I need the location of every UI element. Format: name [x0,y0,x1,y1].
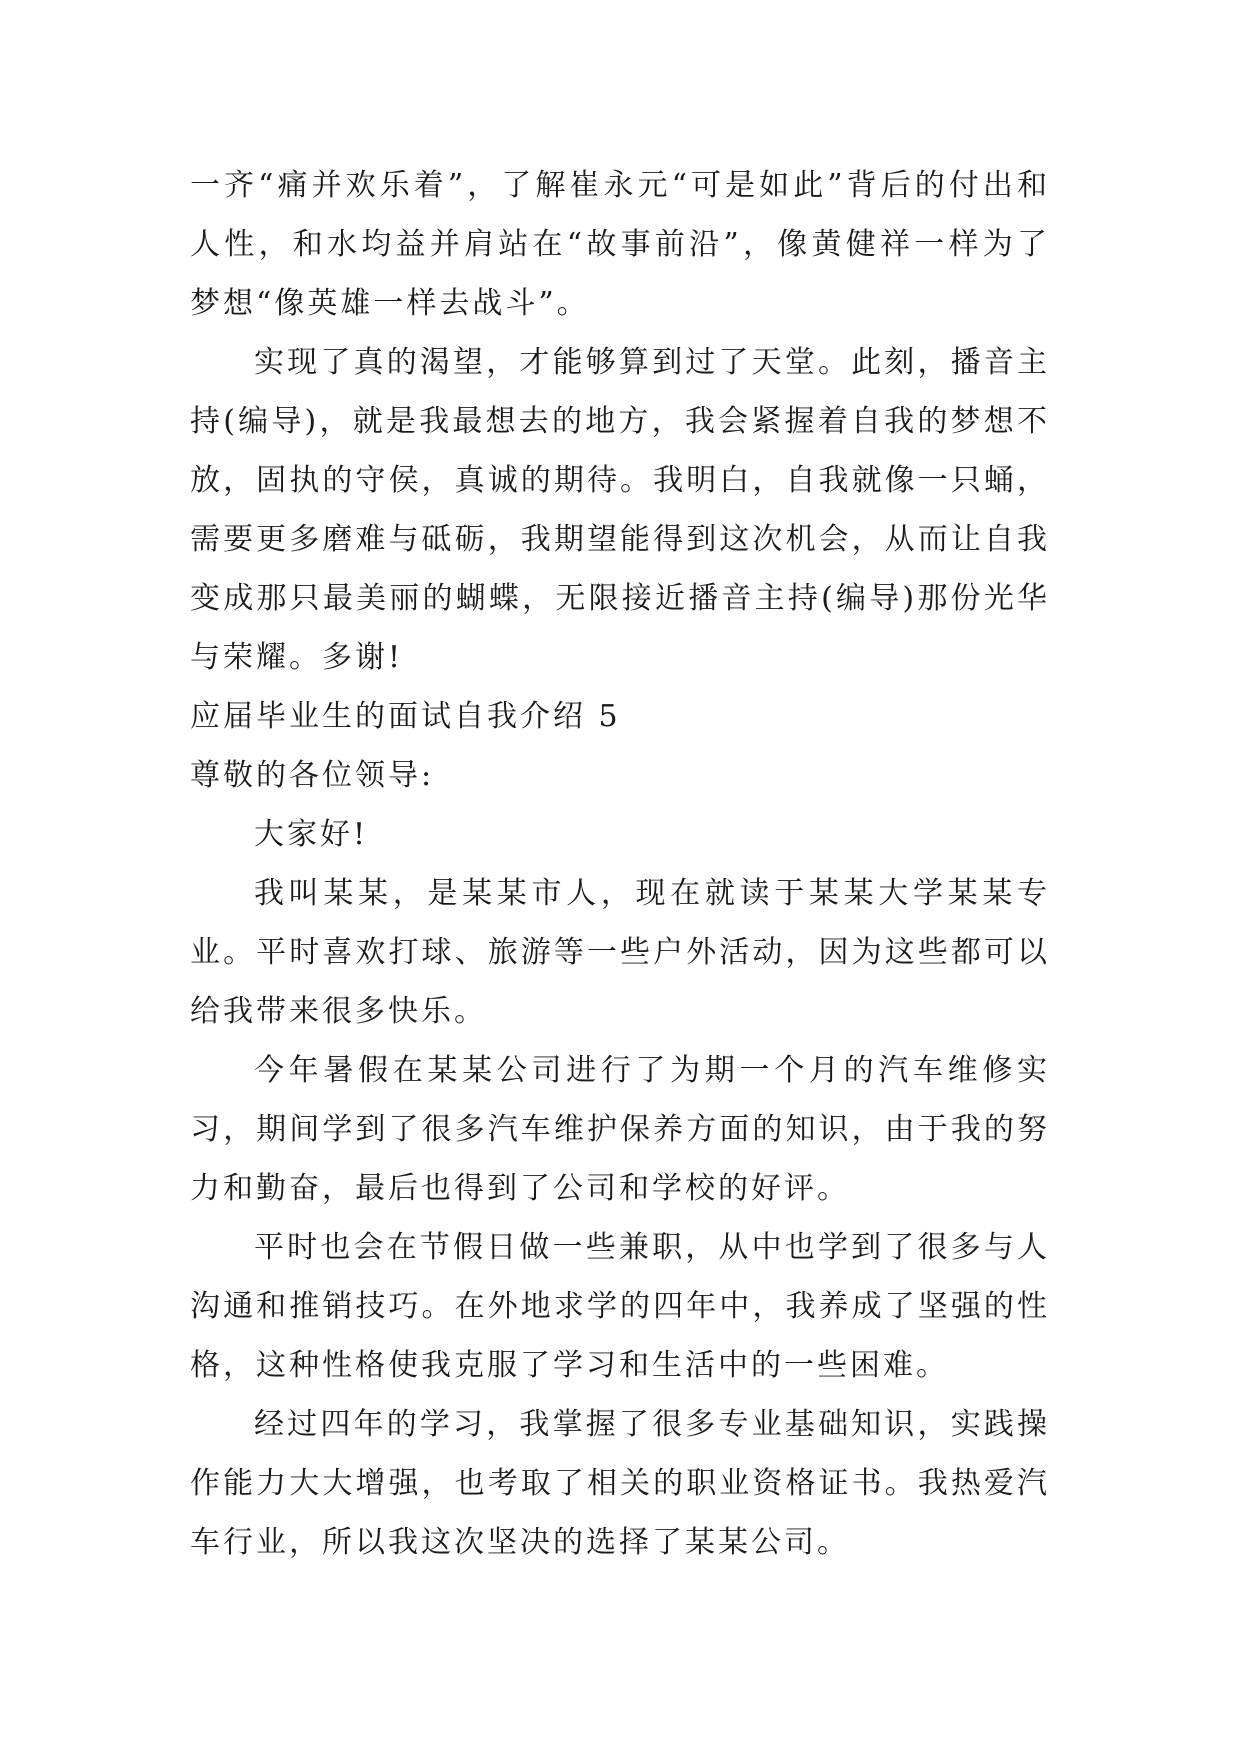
salutation: 尊敬的各位领导: [190,758,435,793]
paragraph-continuation: 一齐“痛并欢乐着”，了解崔永元“可是如此”背后的付出和人性，和水均益并肩站在“故事前沿”，像黄健祥一样为了梦想“像英雄一样去战斗”。 [190,168,1050,321]
paragraph-introduction: 我叫某某，是某某市人，现在就读于某某大学某某专业。平时喜欢打球、旅游等一些户外活动，因为这些都可以给我带来很多快乐。 [190,876,1050,1029]
paragraph-internship: 今年暑假在某某公司进行了为期一个月的汽车维修实习，期间学到了很多汽车维护保养方面的知识，由于我的努力和勤奋，最后也得到了公司和学校的好评。 [190,1053,1050,1206]
paragraph-part-time: 平时也会在节假日做一些兼职，从中也学到了很多与人沟通和推销技巧。在外地求学的四年中，我养成了坚强的性格，这种性格使我克服了学习和生活中的一些困难。 [190,1230,1050,1383]
paragraph-skills: 经过四年的学习，我掌握了很多专业基础知识，实践操作能力大大增强，也考取了相关的职业资格证书。我热爱汽车行业，所以我这次坚决的选择了某某公司。 [190,1407,1050,1560]
section-title: 应届毕业生的面试自我介绍 5 [190,699,621,734]
document-page [190,156,1050,1572]
paragraph-aspiration: 实现了真的渴望，才能够算到过了天堂。此刻，播音主持(编导)，就是我最想去的地方，我会紧握着自我的梦想不放，固执的守侯，真诚的期待。我明白，自我就像一只蛹，需要更多磨难与砥砺，我期望能得到这次机会，从而让自我变成那只最美丽的蝴蝶，无限接近播音主持(编导)那份光华与荣耀。多谢! [190,345,1050,675]
greeting: 大家好! [254,817,369,852]
